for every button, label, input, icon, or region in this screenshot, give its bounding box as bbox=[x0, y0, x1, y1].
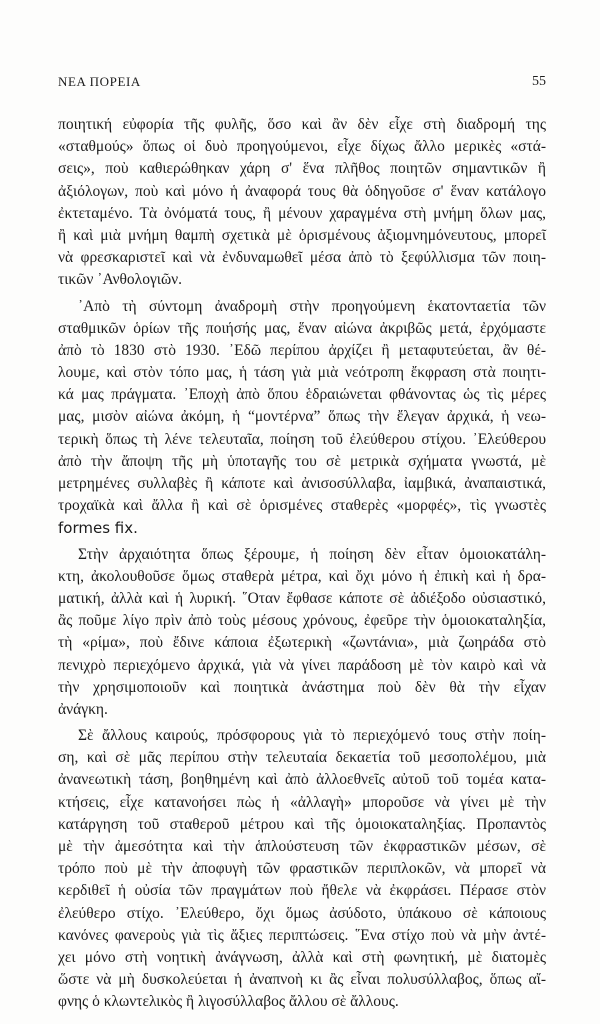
text-line: ἀπὸ τὸ 1830 στὸ 1930. ᾿Εδῶ περίπου ἀρχίζει ἢ μεταφυτεύεται, ἂν θέ- bbox=[58, 341, 546, 359]
text-line: ἐλεύθερο στίχο. ᾿Ελεύθερο, ὄχι ὅμως ἀσύδοτο, ὑπάκουο σὲ κάποιους bbox=[58, 904, 546, 922]
text-line: λουμε, καὶ στὸν τόπο μας, ἡ τάση γιὰ μιὰ νεότροπη ἔκφραση στὰ ποιητι- bbox=[58, 364, 546, 382]
running-head bbox=[58, 73, 546, 91]
text-line: πενιχρὸ περιεχόμενο ἀρχικά, γιὰ νὰ γίνει παράδοση μὲ τὸν καιρὸ καὶ νὰ bbox=[58, 656, 546, 674]
text-line: μας, μισὸν αἰώνα ἀκόμη, ἡ “μοντέρνα” ὅπως τὴν ἔλεγαν ἀρχικά, ἡ νεω- bbox=[58, 408, 546, 426]
paragraph bbox=[58, 725, 546, 1013]
text-line: ση, καὶ σὲ μᾶς περίπου στὴν τελευταία δεκαετία τοῦ μεσοπολέμου, μιὰ bbox=[58, 749, 546, 767]
text-line: φνης ὁ κλωντελικὸς ἢ λιγοσύλλαβος ἄλλου σὲ ἄλλους. bbox=[58, 993, 399, 1011]
text-line: κατάργηση τοῦ σταθεροῦ μέτρου καὶ τῆς ὁμοιοκαταληξίας. Προπαντὸς bbox=[58, 815, 546, 833]
text-line: ματική, ἀλλὰ καὶ ἡ λυρική. ῞Οταν ἔφθασε κάποτε σὲ ἀδιέξοδο οὐσιαστικό, bbox=[58, 589, 546, 607]
text-line: τὴν χρησιμοποιοῦν καὶ ποιητικὰ ἀνάστημα ποὺ δὲν θὰ τὴν εἶχαν bbox=[58, 678, 546, 696]
text-line: σταθμικῶν ὁρίων τῆς ποιήσής μας, ἕναν αἰώνα ἀκριβῶς μετά, ἐρχόμαστε bbox=[58, 319, 546, 337]
text-line: νὰ φρεσκαριστεῖ καὶ νὰ ἐνδυναμωθεῖ μέσα ἀπὸ τὸ ξεφύλλισμα τῶν ποιη- bbox=[58, 249, 546, 267]
text-line: μετρημένες συλλαβὲς ἢ κάποτε καὶ ἀνισοσύλλαβα, ἰαμβικά, ἀναπαιστικά, bbox=[58, 475, 546, 492]
page-number: 55 bbox=[532, 74, 546, 89]
text-line: formes fix. bbox=[58, 519, 138, 538]
text-line: ἀνάγκη. bbox=[58, 700, 108, 718]
text-line: Στὴν ἀρχαιότητα ὅπως ξέρουμε, ἡ ποίηση δὲν εἶταν ὁμοιοκατάλη- bbox=[78, 545, 546, 563]
text-line: ἀξιόλογων, ποὺ καὶ μόνο ἡ ἀναφορά τους θὰ ὁδηγοῦσε σ' ἕναν κατάλογο bbox=[58, 182, 546, 200]
text-line: ἂς ποῦμε λίγο πρὶν ἀπὸ τοὺς μέσους χρόνους, ἐφεῦρε τὴν ὁμοιοκαταληξία, bbox=[58, 612, 546, 630]
text-line: κανόνες φανεροὺς γιὰ τὶς ἄξιες περιπτώσεις. ῞Ενα στίχο ποὺ νὰ μὴν ἀντέ- bbox=[58, 926, 546, 944]
paragraph bbox=[58, 114, 546, 292]
text-line: ὥστε νὰ μὴ δυσκολεύεται ἡ ἀναπνοὴ κι ἂς εἶναι πολυσύλλαβος, ὅπως αἴ- bbox=[58, 971, 546, 989]
text-line: σεις», ποὺ καθιερώθηκαν χάρη σ' ἕνα πλῆθος ποιητῶν σημαντικῶν ἢ bbox=[58, 160, 546, 178]
text-line: τρόπο ποὺ μὲ τὴν ἀποφυγὴ τῶν φραστικῶν περιπλοκῶν, νὰ μπορεῖ νὰ bbox=[58, 860, 546, 878]
text-line: τὴ «ρίμα», ποὺ ἔδινε κάποια ἐξωτερικὴ «ζωντάνια», μιὰ ζωηράδα στὸ bbox=[58, 634, 546, 652]
text-line: κά μας πράγματα. ᾿Εποχὴ ἀπὸ ὅπου ἑδραιώνεται φθάνοντας ὡς τὶς μέρες bbox=[58, 386, 546, 404]
text-line: τερικὴ ὅπως τὴ λένε τελευταῖα, ποίηση τοῦ ἐλεύθερου στίχου. ᾿Ελεύθερου bbox=[58, 430, 546, 448]
paragraph bbox=[58, 296, 546, 540]
text-line: χει μόνο στὴ νοητικὴ ἀνάγνωση, ἀλλὰ καὶ στὴ φωνητική, μὲ διατομὲς bbox=[58, 948, 546, 966]
text-line: τικῶν ᾿Ανθολογιῶν. bbox=[58, 271, 183, 289]
text-line: κερδιθεῖ ἡ οὐσία τῶν πραγμάτων ποὺ ἤθελε νὰ ἐκφράσει. Πέρασε στὸν bbox=[58, 882, 546, 900]
text-line: κτη, ἀκολουθοῦσε ὅμως σταθερὰ μέτρα, καὶ ὄχι μόνο ἡ ἐπικὴ καὶ ἡ δρα- bbox=[58, 567, 546, 585]
text-line: ποιητική εὐφορία τῆς φυλῆς, ὅσο καὶ ἂν δὲν εἶχε στὴ διαδρομή της bbox=[58, 116, 546, 133]
running-head-title: ΝΕΑ ΠΟΡΕΙΑ bbox=[58, 74, 141, 89]
text-line: ἐκτεταμένο. Τὰ ὀνόματά τους, ἢ μένουν χαραγμένα στὴ μνήμη ὅλων μας, bbox=[58, 204, 546, 222]
text-line: ἀνανεωτικὴ τάση, βοηθημένη καὶ ἀπὸ ἀλλοεθνεῖς αὐτοῦ τοῦ τομέα κατα- bbox=[58, 771, 546, 789]
text-line: ἢ καὶ μιὰ μνήμη θαμπὴ σχετικὰ μὲ ὁρισμένους ἀξιομνημόνευτους, μπορεῖ bbox=[58, 226, 546, 244]
text-line: Σὲ ἄλλους καιρούς, πρόσφορους γιὰ τὸ περιεχόμενό τους στὴν ποίη- bbox=[78, 727, 546, 745]
text-line: ᾿Απὸ τὴ σύντομη ἀναδρομὴ στὴν προηγούμενη ἑκατονταετία τῶν bbox=[78, 297, 546, 315]
body-text bbox=[58, 114, 546, 1014]
text-line: ἀπὸ τὴν ἄποψη τῆς μὴ ὑποταγῆς του σὲ μετρικὰ σχήματα γνωστά, μὲ bbox=[58, 452, 546, 470]
text-line: τροχαϊκὰ καὶ ἄλλα ἢ καὶ σὲ ὁρισμένες σταθερὲς «μορφές», τὶς γνωστὲς bbox=[58, 497, 546, 515]
text-line: κτήσεις, εἶχε κατανοήσει πὼς ἡ «ἀλλαγὴ» μποροῦσε νὰ γίνει μὲ τὴν bbox=[58, 793, 546, 811]
text-line: μὲ τὴν ἀμεσότητα καὶ τὴν ἁπλούστευση τῶν ἐκφραστικῶν μέσων, σὲ bbox=[58, 838, 546, 855]
paragraph bbox=[58, 544, 546, 722]
text-line: «σταθμούς» ὅπως οἱ δυὸ προηγούμενοι, εἶχε δίχως ἄλλο μερικὲς «στά- bbox=[58, 138, 546, 156]
